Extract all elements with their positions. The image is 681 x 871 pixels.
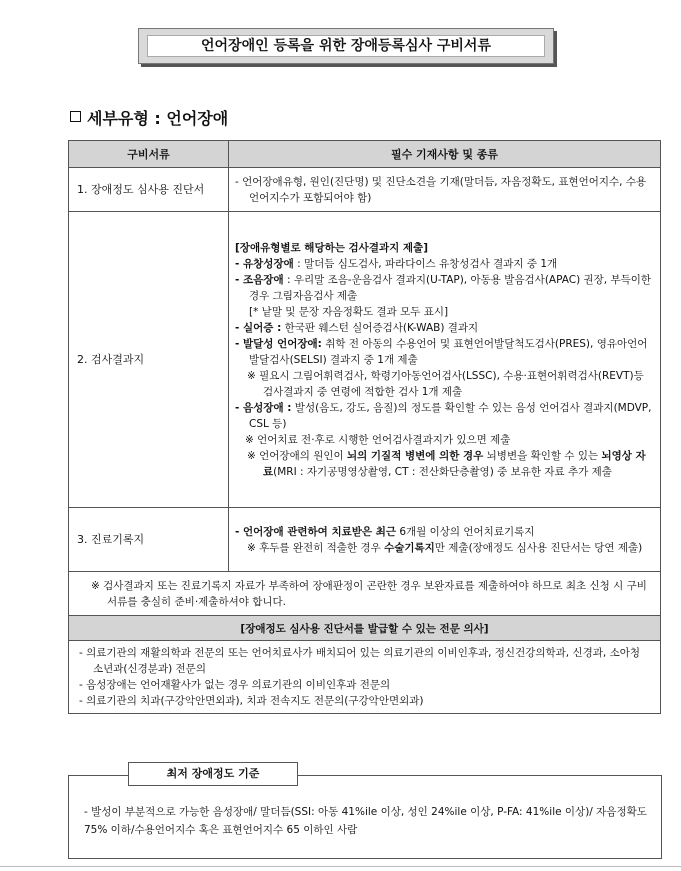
- table-row: [69, 572, 661, 616]
- voice-line: [235, 400, 654, 432]
- doc-test-results: 2. 검사결과지: [69, 212, 229, 508]
- minimum-criteria-header: 최저 장애정도 기준: [128, 762, 298, 786]
- records-line-bold: - 언어장애 관련하여 치료받은 최근: [235, 525, 396, 538]
- section-title: 세부유형 : 언어장애: [87, 109, 229, 128]
- developmental-line: [235, 336, 654, 368]
- table-row: [69, 168, 661, 212]
- requirements-diagnosis: [229, 168, 661, 212]
- laryngectomy-c: 만 제출(장애정도 심사용 진단서는 당연 제출): [434, 541, 643, 554]
- articulation-text: : 우리말 조음-운음검사 결과지(U-TAP), 아동용 발음검사(APAC) 권장, 부득이한 경우 그림자음검사 제출: [249, 273, 652, 302]
- table-row: [69, 212, 661, 508]
- footnote-text: ※ 검사결과지 또는 진료기록지 자료가 부족하여 장애판정이 곤란한 경우 보완자료를 제출하여야 하므로 최초 신청 시 구비서류를 충실히 준비·제출하셔야 합니다.: [91, 579, 647, 608]
- table-row: [69, 508, 661, 572]
- fluency-label: - 유창성장애: [235, 257, 294, 270]
- requirements-test-results: [229, 212, 661, 508]
- list-item: - 음성장애는 언어재활사가 없는 경우 의료기관의 이비인후과 전문의: [79, 679, 391, 691]
- list-item: - 의료기관의 재활의학과 전문의 또는 언어치료사가 배치되어 있는 의료기관의 이비인후과, 정신건강의학과, 신경과, 소아청소년과(신경분과) 전문의: [79, 647, 641, 675]
- developmental-note: ※ 필요시 그림어휘력검사, 학령기아동언어검사(LSSC), 수용·표현어휘력검사(REVT)등 검사결과지 중 연령에 적합한 검사 1개 제출: [247, 369, 644, 398]
- square-bullet-icon: [70, 111, 81, 122]
- header-documents: 구비서류: [69, 141, 229, 168]
- table-row: [69, 641, 661, 714]
- title-box: [138, 28, 554, 64]
- laryngectomy-note: [235, 540, 654, 556]
- header-requirements: 필수 기재사항 및 종류: [229, 141, 661, 168]
- therapy-note: ※ 언어치료 전·후로 시행한 언어검사결과지가 있으면 제출: [245, 433, 511, 446]
- test-intro: [장애유형별로 해당하는 검사결과지 제출]: [235, 241, 428, 254]
- fluency-line: [235, 256, 654, 272]
- aphasia-text: 한국판 웨스턴 실어증검사(K-WAB) 결과지: [284, 321, 479, 334]
- records-line: [235, 524, 654, 540]
- table-header-row: [69, 141, 661, 168]
- developmental-label: - 발달성 언어장애:: [235, 337, 322, 350]
- articulation-note: [* 낱말 및 문장 자음정확도 결과 모두 표시]: [249, 305, 449, 318]
- brain-note-d: 뇌영상 자료: [263, 449, 646, 478]
- brain-note-c: 뇌병변을 확인할 수 있는: [486, 449, 599, 462]
- articulation-line: [235, 272, 654, 304]
- specialists-list: [69, 641, 661, 714]
- list-item: - 의료기관의 치과(구강악안면외과), 치과 전속지도 전문의(구강악안면외과): [79, 695, 424, 707]
- developmental-text: 취학 전 아동의 수용언어 및 표현언어발달척도검사(PRES), 영유아언어발달검사(SELSI) 결과지 중 1개 제출: [249, 337, 648, 366]
- brain-note-a: ※ 언어장애의 원인이: [247, 449, 344, 462]
- specialist-header: [장애정도 심사용 진단서를 발급할 수 있는 전문 의사]: [69, 616, 661, 641]
- laryngectomy-b: 수술기록지: [384, 541, 435, 554]
- brain-note-b: 뇌의 기질적 병변에 의한 경우: [346, 449, 484, 462]
- page-title: 언어장애인 등록을 위한 장애등록심사 구비서류: [147, 35, 545, 57]
- section-heading: [70, 106, 228, 129]
- requirement-line: - 언어장애유형, 원인(진단명) 및 진단소견을 기재(말더듬, 자음정확도, 표현언어지수, 수용언어지수가 포함되어야 함): [235, 175, 647, 204]
- table-row: [69, 616, 661, 641]
- laryngectomy-a: ※ 후두를 완전히 적출한 경우: [247, 541, 381, 554]
- voice-text: 발성(음도, 강도, 음질)의 정도를 확인할 수 있는 음성 언어검사 결과지(MDVP, CSL 등): [249, 401, 652, 430]
- requirements-medical-records: [229, 508, 661, 572]
- footnote: [69, 572, 661, 616]
- voice-label: - 음성장애 :: [235, 401, 292, 414]
- fluency-text: : 말더듬 심도검사, 파라다이스 유창성검사 결과지 중 1개: [297, 257, 558, 270]
- brain-note-e: (MRI : 자기공명영상촬영, CT : 전산화단층촬영) 중 보유한 자료 추가 제출: [273, 465, 612, 478]
- minimum-criteria-text: - 발성이 부분적으로 가능한 음성장애/ 말더듬(SSI: 아동 41%ile 이상, 성인 24%ile 이상, P-FA: 41%ile 이상)/ 자음정확도 75% 이하/수용언어지수 혹은 표현언어지수 65 이하인 사람: [84, 806, 647, 836]
- articulation-label: - 조음장애: [235, 273, 284, 286]
- records-line-text: 6개월 이상의 언어치료기록지: [399, 525, 535, 538]
- page-bottom-divider: [0, 866, 681, 867]
- brain-lesion-note: [235, 448, 654, 480]
- aphasia-label: - 실어증 :: [235, 321, 282, 334]
- documents-table: [68, 140, 661, 714]
- doc-diagnosis: 1. 장애정도 심사용 진단서: [69, 168, 229, 212]
- aphasia-line: [235, 320, 654, 336]
- doc-medical-records: 3. 진료기록지: [69, 508, 229, 572]
